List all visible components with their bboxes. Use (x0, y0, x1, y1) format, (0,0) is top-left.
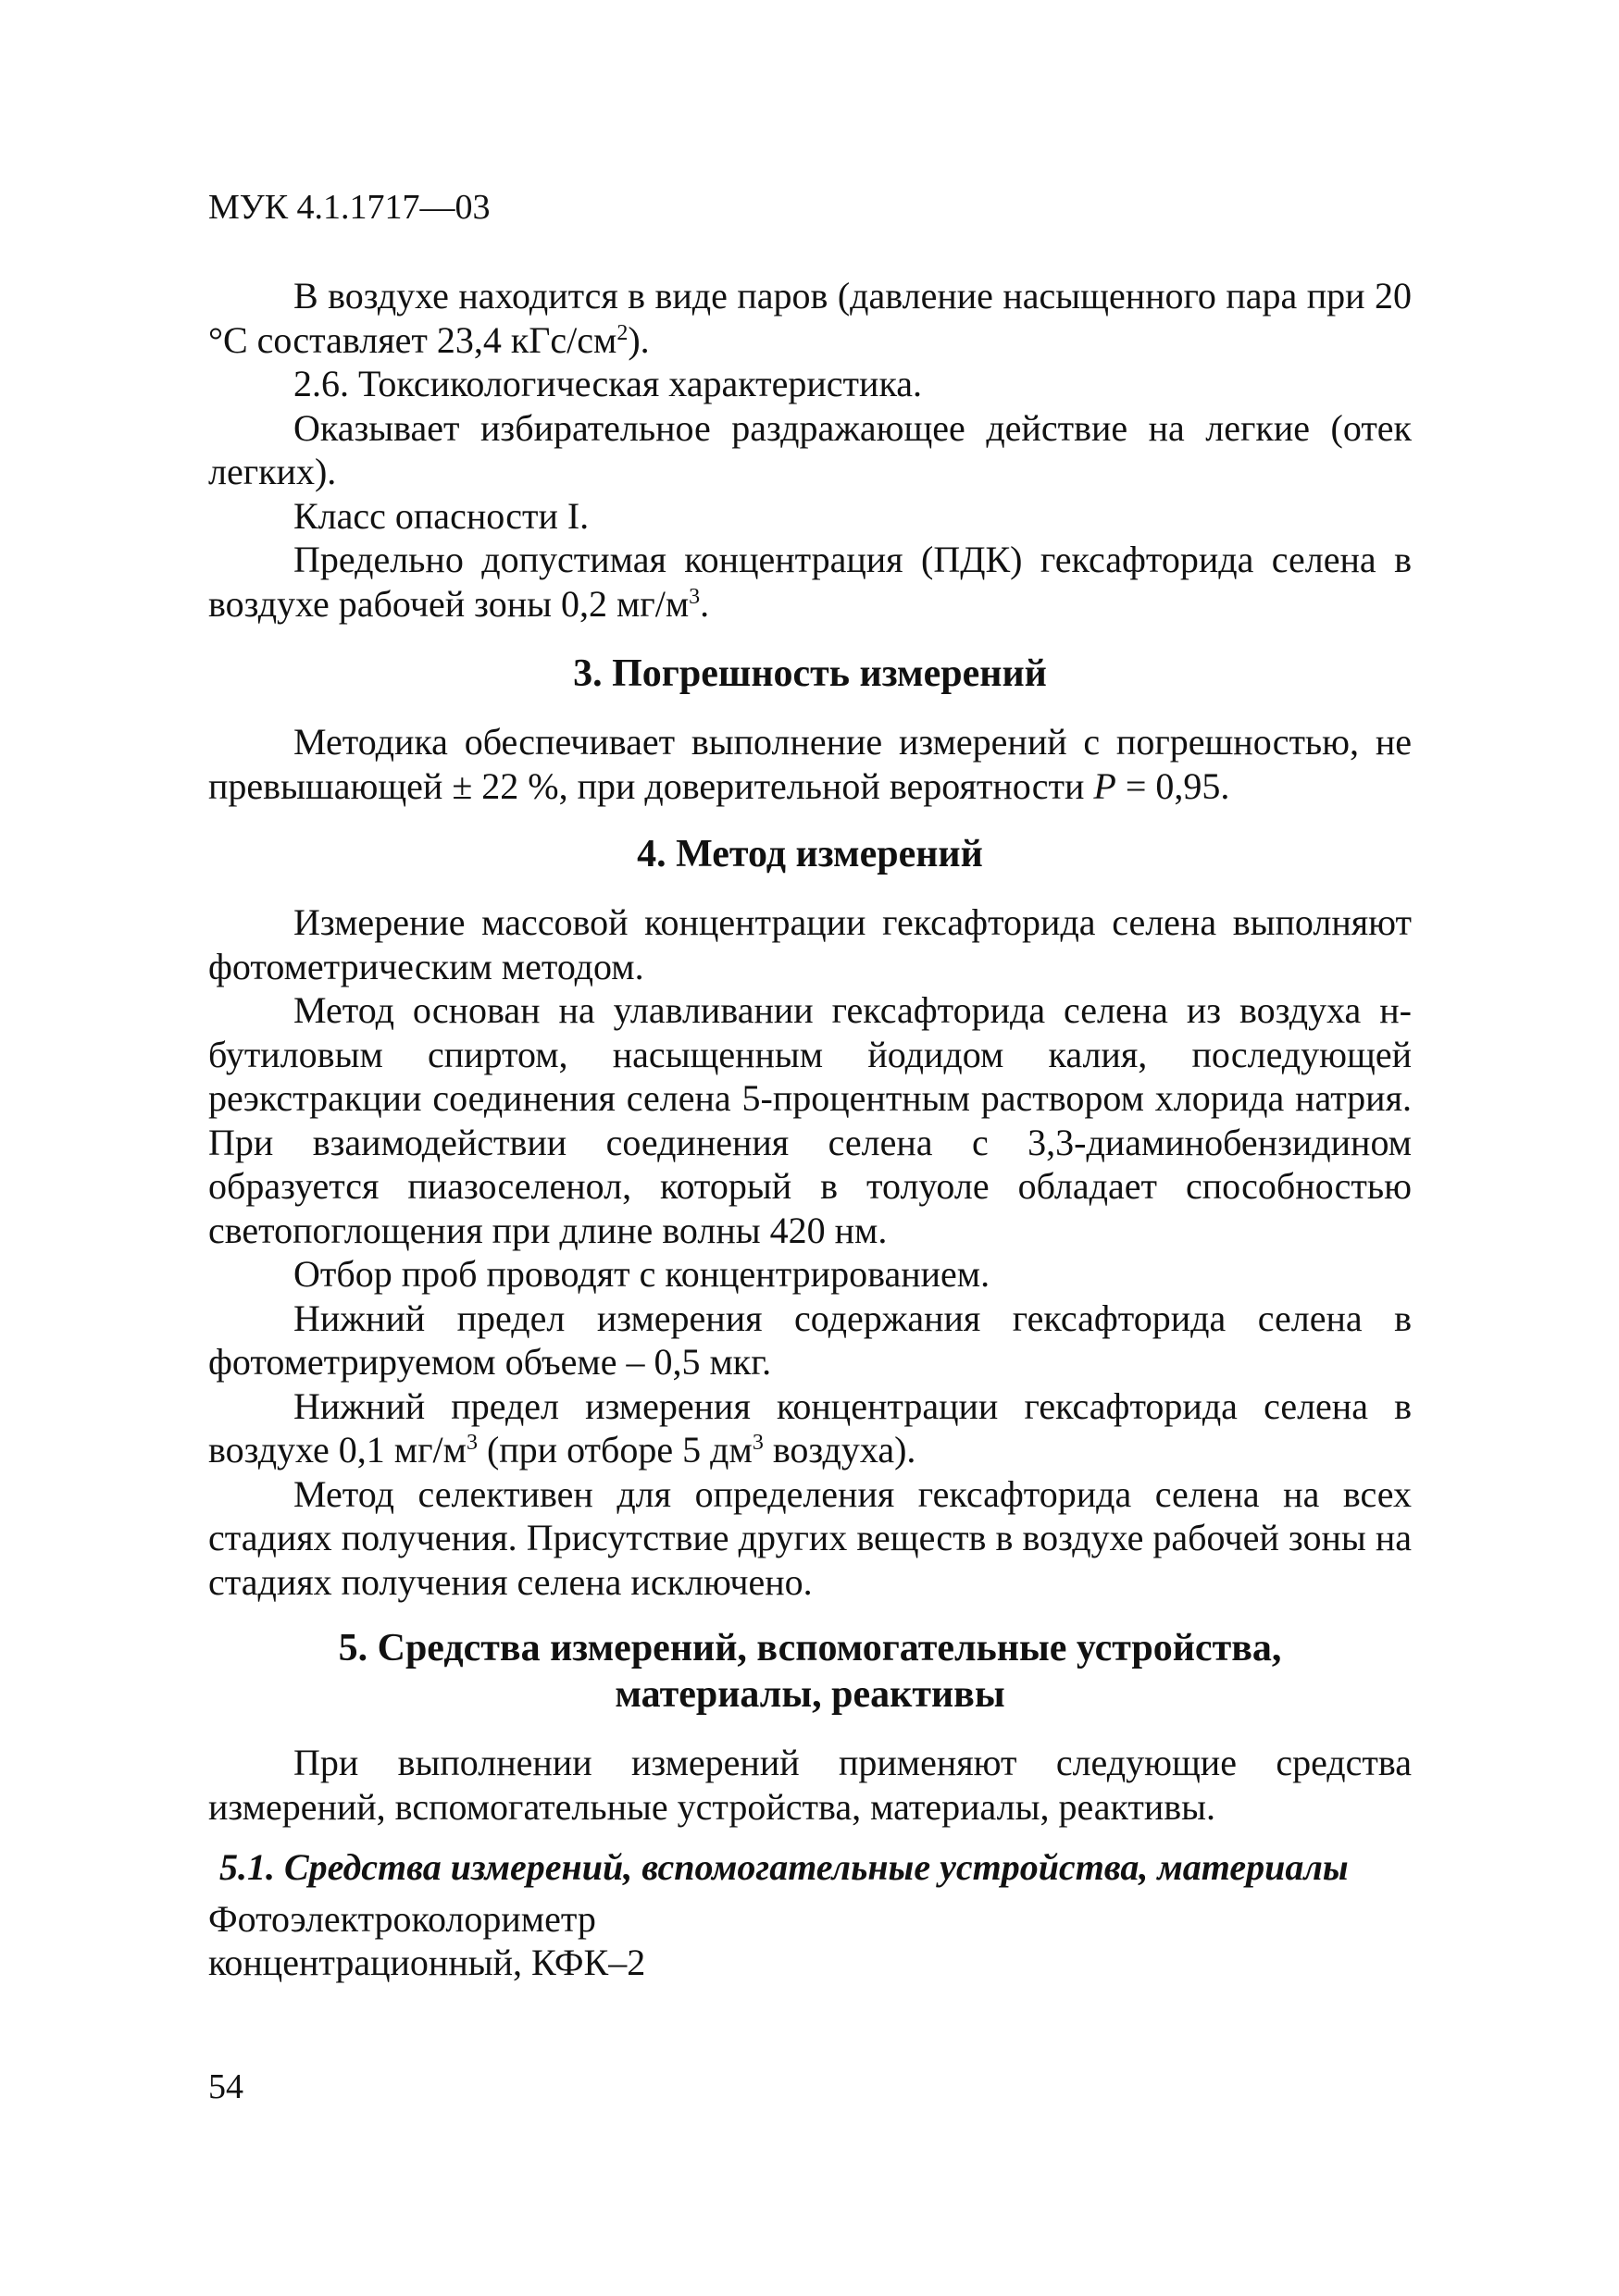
method-p5-text-c: воздуха). (763, 1429, 916, 1471)
mac-text-a: Предельно допустимая концентрация (ПДК) гексафторида селена в воздухе рабочей зоны 0,2 мг/м (208, 539, 1412, 625)
document-code-header: МУК 4.1.1717—03 (208, 188, 491, 227)
section-5-heading-line-2: материалы, реактивы (615, 1673, 1005, 1716)
document-body (208, 274, 1412, 1985)
section-5-heading-line-1: 5. Средства измерений, вспомогательные устройства, (338, 1627, 1282, 1669)
section-5-heading (208, 1625, 1412, 1718)
method-paragraph-2: Метод основан на улавливании гексафторида селена из воздуха н-бутиловым спиртом, насыщенным йодидом калия, последующей реэкстракции соединения селена 5-процентным раствором хлорида натрия. При взаимодействии соединения селена с 3,3-диаминобензидином образуется пиазоселенол, который в толуоле обладает способностью светопоглощения при длине волны 420 нм. (208, 989, 1412, 1251)
method-p5-superscript-2: 3 (752, 1431, 764, 1455)
method-paragraph-6: Метод селективен для определения гексафторида селена на всех стадиях получения. Присутствие других веществ в воздухе рабочей зоны на стадиях получения селена исключено. (208, 1472, 1412, 1603)
vapor-text-b: ). (628, 318, 650, 361)
equipment-intro-paragraph: При выполнении измерений применяют следующие средства измерений, вспомогательные устройства, материалы, реактивы. (208, 1742, 1412, 1828)
hazard-class-paragraph: Класс опасности I. (293, 494, 590, 537)
method-p5-text-b: (при отборе 5 дм (477, 1429, 753, 1471)
toxicology-effect-paragraph: Оказывает избирательное раздражающее действие на легкие (отек легких). (208, 406, 1412, 492)
vapor-superscript: 2 (616, 320, 629, 345)
method-p5-superscript-1: 3 (466, 1431, 478, 1455)
page-number: 54 (208, 2067, 243, 2106)
equipment-item-line-2: концентрационный, КФК–2 (208, 1942, 646, 1983)
method-paragraph-3: Отбор проб проводят с концентрированием. (293, 1253, 990, 1295)
mac-paragraph (208, 538, 1412, 626)
section-4-heading: 4. Метод измерений (637, 833, 983, 875)
error-text-a: Методика обеспечивает выполнение измерений с погрешностью, не превышающей ± 22 %, при доверительной вероятности (208, 721, 1412, 807)
section-3-heading: 3. Погрешность измерений (573, 652, 1047, 695)
error-text-b: = 0,95. (1115, 764, 1230, 807)
mac-text-b: . (700, 582, 710, 625)
probability-symbol: Р (1093, 764, 1116, 807)
vapor-paragraph (208, 274, 1412, 362)
error-paragraph (208, 720, 1412, 808)
method-paragraph-5 (208, 1384, 1412, 1472)
toxicology-heading: 2.6. Токсикологическая характеристика. (293, 363, 923, 404)
equipment-item-line-1: Фотоэлектроколориметр (208, 1897, 596, 1940)
mac-superscript: 3 (689, 584, 701, 609)
vapor-text-a: В воздухе находится в виде паров (давление насыщенного пара при 20 °С составляет 23,4 кГс/см (208, 275, 1412, 361)
subsection-5-1-heading: 5.1. Средства измерений, вспомогательные устройства, материалы (219, 1846, 1349, 1888)
method-p5-text-a: Нижний предел измерения концентрации гексафторида селена в воздухе 0,1 мг/м (208, 1384, 1412, 1471)
method-paragraph-1: Измерение массовой концентрации гексафторида селена выполняют фотометрическим методом. (208, 901, 1412, 987)
method-paragraph-4: Нижний предел измерения содержания гексафторида селена в фотометрируемом объеме – 0,5 мкг. (208, 1297, 1412, 1383)
